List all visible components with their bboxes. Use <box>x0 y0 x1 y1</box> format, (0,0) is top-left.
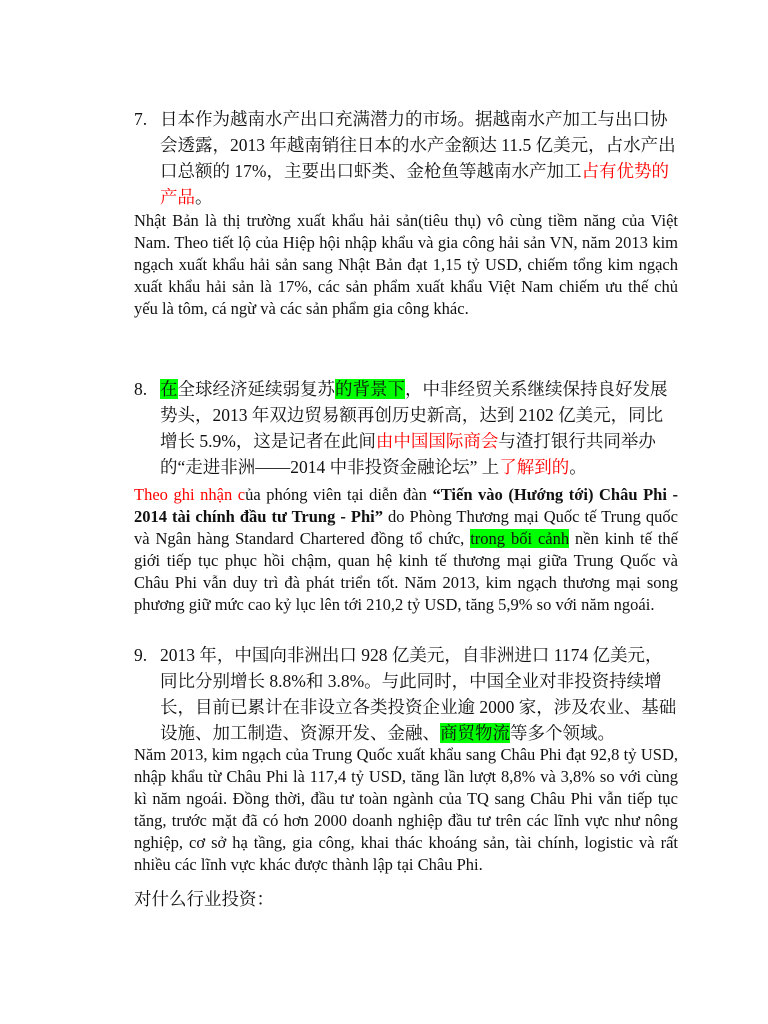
item-8-vi-text-b: do Phòng Thương mại Quốc tế Trung quốc và Ngân hàng Standard Chartered đồng tổ chức, <box>134 507 678 548</box>
item-7-zh-text: 日本作为越南水产出口充满潜力的市场。据越南水产加工与出口协会透露，2013 年越南销往日本的水产金额达 11.5 亿美元，占水产出口总额的 17%，主要出口虾类、金枪鱼等越南水产加工 <box>160 109 676 181</box>
item-8-vietnamese <box>134 484 678 616</box>
item-9-zh-end: 等多个领域。 <box>510 723 615 743</box>
item-7-zh-red: 占有优势的产品 <box>160 161 669 207</box>
item-8-vi-bold: “Tiến vào (Hướng tới) Châu Phi - 2014 tài chính đầu tư Trung - Phi” <box>134 485 678 526</box>
item-8-zh-red-2: 了解到的 <box>499 457 570 477</box>
item-8-vi-highlight: trong bối cảnh <box>470 529 570 548</box>
item-9-zh-text: 2013 年，中国向非洲出口 928 亿美元，自非洲进口 1174 亿美元，同比分别增长 8.8%和 3.8%。与此同时，中国全业对非投资持续增长，目前已累计在非设立各类投资企业逾 2000 家，涉及农业、基础设施、加工制造、资源开发、金融、 <box>160 645 677 743</box>
item-8-zh-end: 。 <box>569 457 587 477</box>
item-8-vi-text-a: ủa phóng viên tại diễn đàn <box>245 485 433 504</box>
item-7-vietnamese: Nhật Bản là thị trường xuất khẩu hải sản(tiêu thụ) vô cùng tiềm năng của Việt Nam. Theo tiết lộ của Hiệp hội nhập khẩu và gia công hải sản VN, năm 2013 kim ngạch xuất khẩu hải sản sang Nhật Bản đạt 1,15 tỷ USD, chiếm tổng kim ngạch xuất khẩu hải sản là 17%, các sản phẩm xuất khẩu Việt Nam chiếm ưu thế chủ yếu là tôm, cá ngừ và các sản phẩm gia công khác. <box>134 211 678 318</box>
item-8-zh-text-a: 全球经济延续弱复苏 <box>177 379 335 399</box>
footer-question: 对什么行业投资： <box>134 889 274 909</box>
item-8-zh-text-b: ，中非经贸关系继续保持良好发展势头，2013 年双边贸易额再创历史新高，达到 2102 亿美元，同比增长 5.9%，这是记者在此间 <box>160 379 668 451</box>
item-8-zh-highlight-2: 的背景下 <box>335 379 405 399</box>
item-8-zh-highlight-1: 在 <box>160 379 178 399</box>
item-7-chinese <box>134 106 678 210</box>
item-8-vi-red: Theo ghi nhận c <box>134 485 246 504</box>
item-7-number: 7. <box>134 109 148 129</box>
item-9-zh-highlight: 商贸物流 <box>440 723 510 743</box>
item-9-chinese <box>134 642 678 746</box>
item-7-zh-end: 。 <box>195 187 213 207</box>
item-8-zh-text-c: 与渣打银行共同举办的“走进非洲——2014 中非投资金融论坛” 上 <box>160 431 656 477</box>
item-8-vi-text-c: nền kinh tế thế giới tiếp tục phục hồi chậm, quan hệ kinh tế thương mại giữa Trung Quốc và Châu Phi vẫn duy trì đà phát triển tốt. Năm 2013, kim ngạch thương mại song phương giữ mức cao kỷ lục lên tới 210,2 tỷ USD, tăng 5,9% so với năm ngoái. <box>134 529 678 614</box>
item-8-chinese <box>134 376 678 480</box>
item-8-zh-red-1: 由中国国际商会 <box>375 431 499 451</box>
item-9-number: 9. <box>134 645 148 665</box>
item-9-vietnamese: Năm 2013, kim ngạch của Trung Quốc xuất khẩu sang Châu Phi đạt 92,8 tỷ USD, nhập khẩu từ Châu Phi là 117,4 tỷ USD, tăng lần lượt 8,8% và 3,8% so với cùng kì năm ngoái. Đồng thời, đầu tư toàn ngành của TQ sang Châu Phi vẫn tiếp tục tăng, trước mặt đã có hơn 2000 doanh nghiệp đầu tư trên các lĩnh vực như nông nghiệp, cơ sở hạ tầng, gia công, khai thác khoáng sản, tài chính, logistic và rất nhiều các lĩnh vực khác được thành lập tại Châu Phi. <box>134 745 678 874</box>
item-8-number: 8. <box>134 379 148 399</box>
